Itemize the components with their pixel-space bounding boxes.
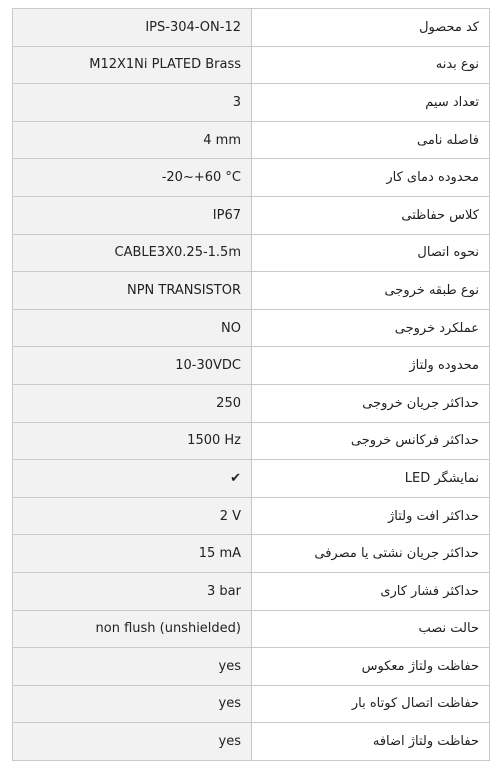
table-row (13, 159, 490, 197)
table-row (13, 84, 490, 122)
spec-label: حداکثر افت ولتاژ (252, 497, 490, 535)
table-row (13, 347, 490, 385)
spec-table-body (13, 9, 490, 761)
spec-value: CABLE3X0.25-1.5m (13, 234, 252, 272)
spec-label: فاصله نامی (252, 121, 490, 159)
table-row (13, 309, 490, 347)
spec-value: 10-30VDC (13, 347, 252, 385)
spec-label: حفاظت ولتاژ معکوس (252, 648, 490, 686)
spec-label: حداکثر فشار کاری (252, 572, 490, 610)
table-row (13, 46, 490, 84)
spec-value: 2 V (13, 497, 252, 535)
spec-value: NPN TRANSISTOR (13, 272, 252, 310)
spec-value: IPS-304-ON-12 (13, 9, 252, 47)
table-row (13, 648, 490, 686)
table-row (13, 9, 490, 47)
spec-value: non flush (unshielded) (13, 610, 252, 648)
spec-label: محدوده دمای کار (252, 159, 490, 197)
spec-value: 4 mm (13, 121, 252, 159)
spec-label: حداکثر جریان خروجی (252, 384, 490, 422)
table-row (13, 572, 490, 610)
table-row (13, 685, 490, 723)
table-row (13, 535, 490, 573)
spec-label: نحوه اتصال (252, 234, 490, 272)
spec-value: ✔ (13, 460, 252, 498)
spec-value: yes (13, 648, 252, 686)
spec-value: NO (13, 309, 252, 347)
spec-label: حفاظت اتصال کوتاه بار (252, 685, 490, 723)
spec-label: نمایشگر LED (252, 460, 490, 498)
spec-value: 250 (13, 384, 252, 422)
spec-table (12, 8, 490, 761)
spec-label: کد محصول (252, 9, 490, 47)
table-row (13, 460, 490, 498)
spec-label: کلاس حفاظتی (252, 196, 490, 234)
spec-value: 1500 Hz (13, 422, 252, 460)
spec-value: yes (13, 723, 252, 761)
spec-label: حفاظت ولتاژ اضافه (252, 723, 490, 761)
table-row (13, 196, 490, 234)
spec-label: عملکرد خروجی (252, 309, 490, 347)
table-row (13, 610, 490, 648)
table-row (13, 422, 490, 460)
spec-value: 3 (13, 84, 252, 122)
table-row (13, 234, 490, 272)
table-row (13, 121, 490, 159)
spec-label: حداکثر فرکانس خروجی (252, 422, 490, 460)
spec-value: M12X1Ni PLATED Brass (13, 46, 252, 84)
table-row (13, 384, 490, 422)
spec-label: حداکثر جریان نشتی یا مصرفی (252, 535, 490, 573)
spec-label: حالت نصب (252, 610, 490, 648)
table-row (13, 723, 490, 761)
table-row (13, 272, 490, 310)
spec-value: 3 bar (13, 572, 252, 610)
spec-label: نوع بدنه (252, 46, 490, 84)
spec-label: محدوده ولتاژ (252, 347, 490, 385)
spec-value: IP67 (13, 196, 252, 234)
spec-value: 15 mA (13, 535, 252, 573)
spec-label: تعداد سیم (252, 84, 490, 122)
table-row (13, 497, 490, 535)
spec-value: -20~+60 °C (13, 159, 252, 197)
spec-label: نوع طبقه خروجی (252, 272, 490, 310)
spec-value: yes (13, 685, 252, 723)
